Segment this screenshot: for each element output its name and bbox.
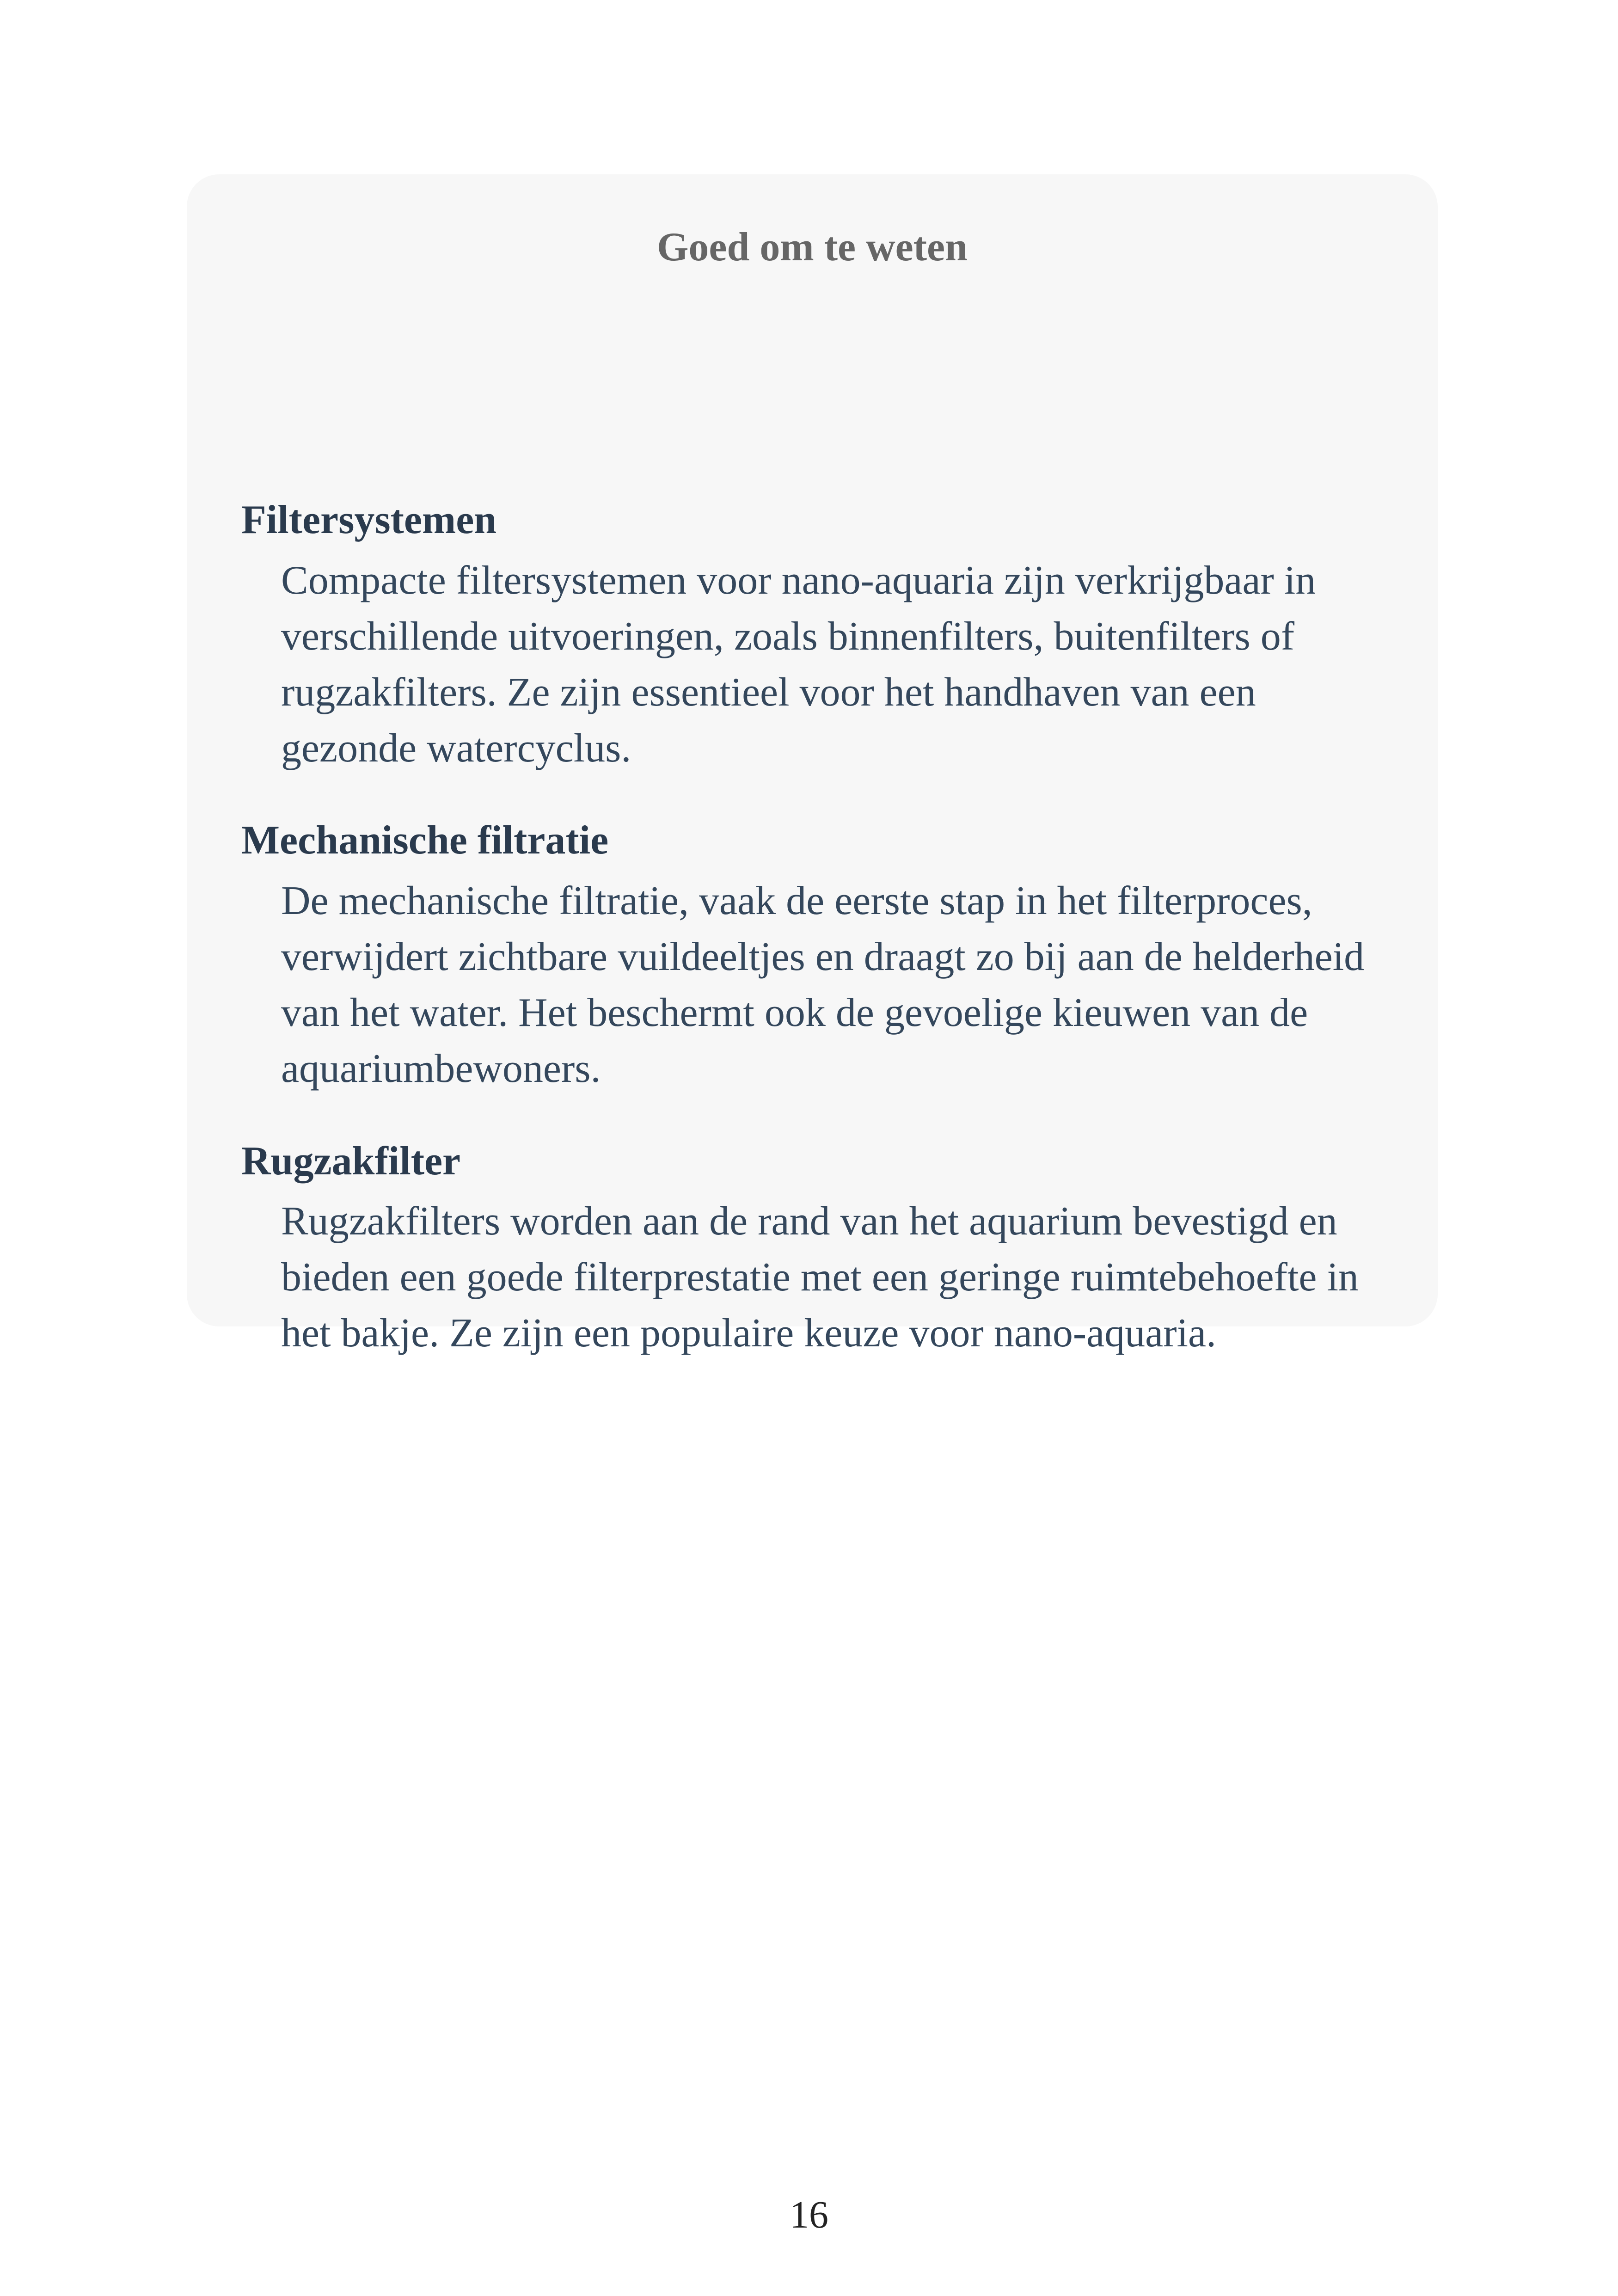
entry-term-filtersystemen: Filtersystemen bbox=[241, 497, 497, 542]
entry-definition-rugzakfilter: Rugzakfilters worden aan de rand van het aquarium bevestigd en bieden een goede filterprestatie met een geringe ruimtebehoefte in het bakje. Ze zijn een populaire keuze voor nano-aquaria. bbox=[281, 1199, 1359, 1356]
page-number: 16 bbox=[790, 2193, 828, 2236]
entry-definition-mechanische-filtratie: De mechanische filtratie, vaak de eerste stap in het filterproces, verwijdert zichtbare vuildeeltjes en draagt zo bij aan de helderheid van het water. Het beschermt ook de gevoelige kieuwen van de aquariumbewoners. bbox=[281, 878, 1365, 1091]
entry-term-mechanische-filtratie: Mechanische filtratie bbox=[241, 818, 609, 863]
entry-definition-filtersystemen: Compacte filtersystemen voor nano-aquaria zijn verkrijgbaar in verschillende uitvoeringen, zoals binnenfilters, buitenfilters of rugzakfilters. Ze zijn essentieel voor het handhaven van een gezonde watercyclus. bbox=[281, 558, 1316, 771]
box-title: Goed om te weten bbox=[656, 225, 968, 270]
info-box bbox=[187, 174, 1438, 1356]
entry-term-rugzakfilter: Rugzakfilter bbox=[241, 1139, 461, 1184]
